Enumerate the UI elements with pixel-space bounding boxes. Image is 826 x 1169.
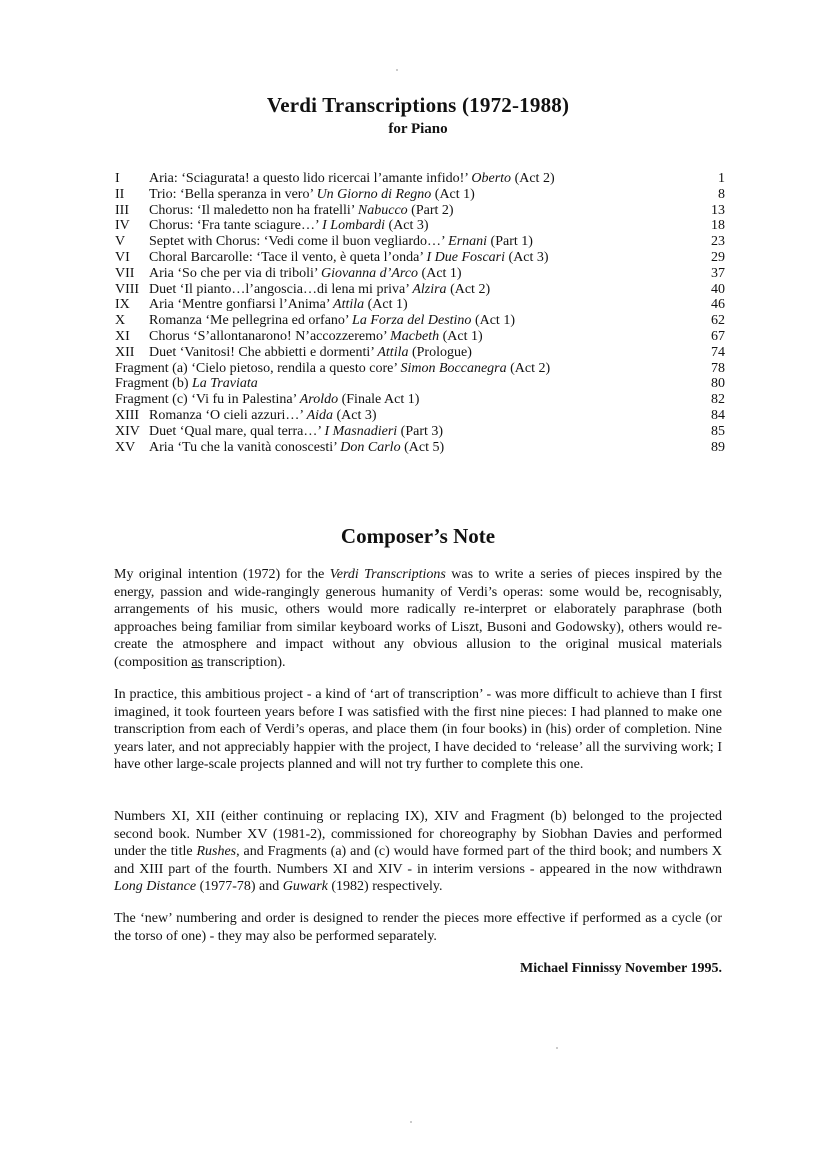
note-paragraph-4: The ‘new’ numbering and order is designed to render the pieces more effective if performed as a cycle (or the torso of one) - they may also be performed separately. [114,911,722,944]
toc-entry [115,187,725,203]
toc-entry-title: Aria ‘Tu che la vanità conoscesti’ Don Carlo (Act 5) [149,439,445,455]
toc-entry [115,424,725,440]
toc-entry-title: Choral Barcarolle: ‘Tace il vento, è queta l’onda’ I Due Foscari (Act 3) [149,249,549,265]
toc-entry-number: V [115,234,126,250]
toc-entry-page: 80 [711,376,725,392]
toc-entry-page: 84 [711,407,725,423]
toc-entry-title: Romanza ‘Me pellegrina ed orfano’ La Forza del Destino (Act 1) [149,313,515,329]
scan-speck [556,1047,558,1049]
toc-entry-page: 40 [711,281,725,297]
toc-entry-page: 1 [718,171,725,186]
toc-entry [115,297,725,313]
toc-entry-number: X [115,313,126,329]
toc-entry-number: XI [115,328,130,344]
toc-entry [115,329,725,345]
toc-entry [115,361,725,377]
toc-entry-number: I [115,171,120,186]
toc-entry-title: Duet ‘Vanitosi! Che abbietti e dormenti’ Attila (Prologue) [149,344,472,360]
toc-entry-page: 13 [711,202,725,218]
toc-entry [115,408,725,424]
toc-entry-number: VII [115,265,135,281]
toc-entry-number: VI [115,249,130,265]
toc-entry-title: Aria ‘So che per via di triboli’ Giovanna d’Arco (Act 1) [149,265,462,281]
toc-entry [115,345,725,361]
toc-entry-number: XIV [115,423,140,439]
toc-entry-page: 37 [711,265,725,281]
note-paragraph-3: Numbers XI, XII (either continuing or replacing IX), XIV and Fragment (b) belonged to the projected second book. Number XV (1981-2), commissioned for choreography by Siobhan Davies and performed under the title Rushes, and Fragments (a) and (c) would have formed part of the third book; and numbers X and XIII part of the fourth. Numbers XI and XIV - in interim versions - appeared in the now withdrawn Long Distance (1977-78) and Guwark (1982) respectively. [114,809,722,895]
page-title: Verdi Transcriptions (1972-1988) [266,93,570,117]
toc-entry-title: Duet ‘Il pianto…l’angoscia…di lena mi priva’ Alzira (Act 2) [149,281,491,297]
toc-entry [115,440,725,456]
toc-entry [115,282,725,298]
toc-entry [115,234,725,250]
toc-entry [115,218,725,234]
toc-entry-page: 23 [711,234,725,250]
toc-entry-title: Aria: ‘Sciagurata! a questo lido ricercai l’amante infido!’ Oberto (Act 2) [149,171,555,186]
toc-entry-page: 18 [711,218,725,234]
scan-speck [396,69,398,71]
toc-entry-title: Chorus ‘S’allontanarono! N’accozzeremo’ Macbeth (Act 1) [149,328,483,344]
toc-entry-page: 67 [711,328,725,344]
toc-entry-page: 29 [711,249,725,265]
toc-entry-title: Chorus: ‘Il maledetto non ha fratelli’ Nabucco (Part 2) [149,202,454,218]
toc-entry-title: Chorus: ‘Fra tante sciagure…’ I Lombardi (Act 3) [149,218,429,234]
toc-entry-number: II [115,186,125,202]
toc-entry-page: 82 [711,392,725,408]
toc-entry-number: VIII [115,281,140,297]
signature-line: Michael Finnissy November 1995. [520,961,722,976]
toc-entry-page: 62 [711,313,725,329]
toc-entry-number: III [115,202,129,218]
toc-entry [115,171,725,187]
toc-entry-number: XIII [115,407,140,423]
toc-entry-number: IV [115,218,130,234]
toc-entry-page: 46 [711,297,725,313]
toc-entry-title: Fragment (a) ‘Cielo pietoso, rendila a questo core’ Simon Boccanegra (Act 2) [115,360,551,376]
toc-entry-page: 8 [718,186,725,202]
page-subtitle: for Piano [388,121,448,137]
toc-entry-title: Fragment (c) ‘Vi fu in Palestina’ Aroldo (Finale Act 1) [115,392,420,408]
scan-speck [410,1121,412,1123]
toc-entry-title: Septet with Chorus: ‘Vedi come il buon vegliardo…’ Ernani (Part 1) [149,234,533,250]
toc-entry-title: Aria ‘Mentre gonfiarsi l’Anima’ Attila (Act 1) [149,297,408,313]
note-paragraph-1: My original intention (1972) for the Verdi Transcriptions was to write a series of pieces inspired by the energy, passion and wide-rangingly generous humanity of Verdi’s operas: some would be, recognisably, arrangements of his music, others would more radically re-interpret or elaborately paraphrase (both approaches being familiar from similar keyboard works of Liszt, Busoni and Godowsky), others would re-create the atmosphere and impact without any obvious allusion to the original musical materials (composition as transcription). [114,567,722,670]
note-paragraph-2: In practice, this ambitious project - a kind of ‘art of transcription’ - was more difficult to achieve than I first imagined, it took fourteen years before I was satisfied with the first nine pieces: I had planned to make one transcription from each of Verdi’s operas, and place them (in four books) in (his) order of completion. Nine years later, and not appreciably happier with the project, I have decided to ‘release’ all the surviving work; I have other large-scale projects planned and will not try further to complete this one. [114,687,722,773]
toc-entry [115,313,725,329]
table-of-contents [115,171,725,455]
composers-note-heading: Composer’s Note [340,524,496,548]
toc-entry-page: 78 [711,360,725,376]
toc-entry-page: 74 [711,344,725,360]
toc-entry [115,376,725,392]
toc-entry-number: XII [115,344,135,360]
toc-entry [115,392,725,408]
toc-entry-page: 85 [711,423,725,439]
toc-entry-title: Duet ‘Qual mare, qual terra…’ I Masnadieri (Part 3) [149,423,444,439]
toc-entry-title: Fragment (b) La Traviata [115,376,258,392]
toc-entry-page: 89 [711,439,725,455]
toc-entry [115,250,725,266]
toc-entry-number: XV [115,439,136,455]
toc-entry-title: Romanza ‘O cieli azzuri…’ Aida (Act 3) [149,407,377,423]
toc-entry [115,266,725,282]
toc-entry [115,203,725,219]
toc-entry-title: Trio: ‘Bella speranza in vero’ Un Giorno di Regno (Act 1) [149,186,475,202]
toc-entry-number: IX [115,297,130,313]
